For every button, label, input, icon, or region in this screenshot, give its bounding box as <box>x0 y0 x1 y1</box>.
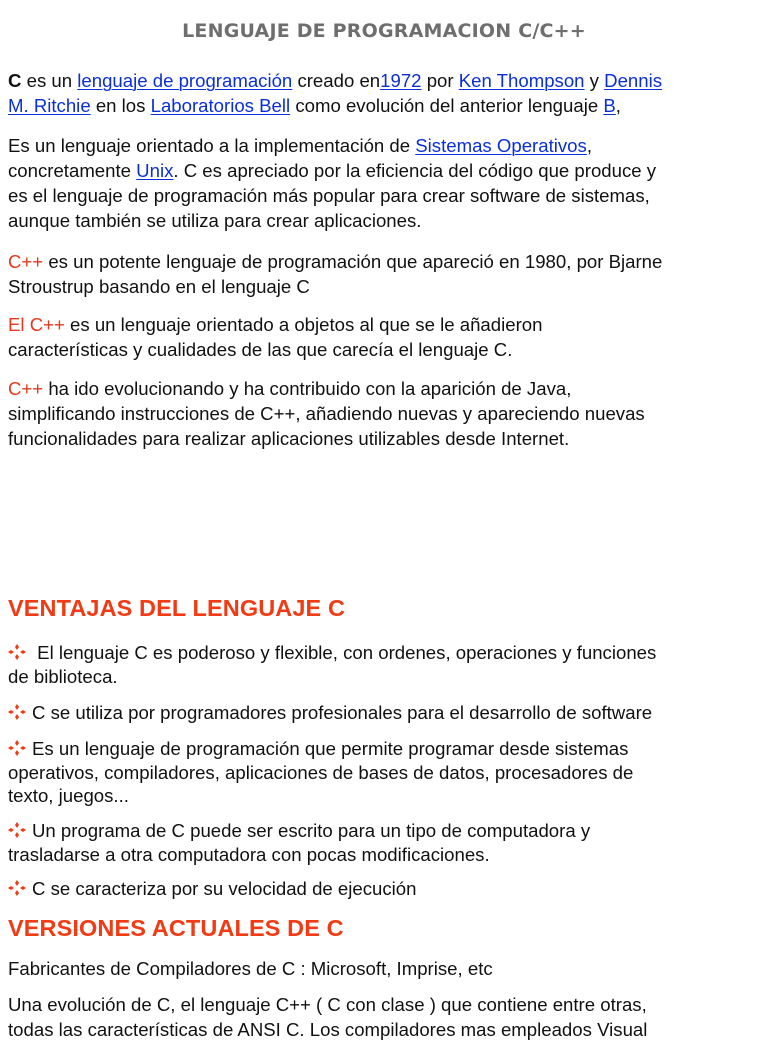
sistemas-text: concretamente <box>8 160 137 181</box>
versiones-paragraph-2 <box>8 992 764 1042</box>
intro-text: y <box>584 70 605 91</box>
intro-text: , <box>615 95 621 116</box>
ventajas-heading: VENTAJAS DEL LENGUAJE C <box>8 595 346 621</box>
cpp-evolution-line-1 <box>8 376 764 401</box>
versiones-line-2: todas las características de ANSI C. Los compiladores mas empleados Visual <box>8 1019 648 1040</box>
intro-text: por <box>421 70 459 91</box>
cpp-intro-text: es un potente lenguaje de programación que apareció en 1980, por Bjarne <box>43 251 663 272</box>
cpp-objects-paragraph <box>8 312 764 362</box>
intro-text: en los <box>90 95 151 116</box>
link-unix[interactable]: Unix <box>136 160 174 181</box>
bullet-text: Es un lenguaje de programación que permite programar desde sistemas <box>32 738 629 759</box>
bullet-line: texto, juegos... <box>8 785 129 806</box>
cpp-red-label: El C++ <box>8 314 65 335</box>
versiones-heading: VERSIONES ACTUALES DE C <box>8 915 344 941</box>
intro-paragraph <box>8 68 764 118</box>
bullet-text: Un programa de C puede ser escrito para un tipo de computadora y <box>32 820 591 841</box>
sistemas-text: , <box>586 135 592 156</box>
sistemas-line-2 <box>8 158 764 183</box>
sistemas-text: Es un lenguaje orientado a la implementación de <box>8 135 416 156</box>
c-letter: C <box>8 70 22 91</box>
bullet-line <box>8 737 764 761</box>
bullet-line: de biblioteca. <box>8 665 118 687</box>
cpp-objects-line-1 <box>8 312 764 337</box>
link-sistemas-operativos[interactable]: Sistemas Operativos <box>415 135 587 156</box>
cpp-evolution-text: ha ido evolucionando y ha contribuido con la aparición de Java, <box>43 378 572 399</box>
link-ken-thompson[interactable]: Ken Thompson <box>458 70 585 91</box>
intro-text: creado en <box>292 70 381 91</box>
sistemas-text: . C es apreciado por la eficiencia del código que produce y <box>173 160 657 181</box>
diamond-bullet-icon <box>8 644 26 660</box>
diamond-bullet-icon <box>8 880 26 896</box>
bullet-line <box>8 877 764 901</box>
bullet-line: trasladarse a otra computadora con pocas modificaciones. <box>8 843 490 865</box>
diamond-bullet-icon <box>8 822 26 838</box>
intro-text: es un <box>21 70 78 91</box>
intro-line-2 <box>8 93 764 118</box>
link-lenguaje-b[interactable]: B <box>603 95 616 116</box>
cpp-evolution-paragraph <box>8 376 764 451</box>
bullet-text: El lenguaje C es poderoso y flexible, con ordenes, operaciones y funciones <box>32 642 657 663</box>
bullet-line: operativos, compiladores, aplicaciones de bases de datos, procesadores de <box>8 761 634 783</box>
versiones-paragraph-1: Fabricantes de Compiladores de C : Microsoft, Imprise, etc <box>8 958 493 979</box>
link-laboratorios-bell[interactable]: Laboratorios Bell <box>150 95 291 116</box>
intro-line-1 <box>8 68 764 93</box>
link-lenguaje-de-programacion[interactable]: lenguaje de programación <box>77 70 293 91</box>
bullet-text: C se caracteriza por su velocidad de ejecución <box>32 878 417 899</box>
cpp-intro-line-1 <box>8 249 764 274</box>
link-1972[interactable]: 1972 <box>380 70 422 91</box>
cpp-red-label: C++ <box>8 378 44 399</box>
intro-text: como evolución del anterior lenguaje <box>290 95 604 116</box>
ventajas-bullet-2 <box>8 701 764 725</box>
bullet-line <box>8 701 764 725</box>
sistemas-line-4: aunque también se utiliza para crear aplicaciones. <box>8 210 422 231</box>
bullet-line <box>8 641 764 665</box>
sistemas-paragraph <box>8 133 764 233</box>
versiones-line-1: Una evolución de C, el lenguaje C++ ( C con clase ) que contiene entre otras, <box>8 994 647 1015</box>
ventajas-bullet-5 <box>8 877 764 901</box>
bullet-text: C se utiliza por programadores profesionales para el desarrollo de software <box>32 702 653 723</box>
ventajas-bullet-3 <box>8 737 764 808</box>
cpp-intro-paragraph <box>8 249 764 299</box>
ventajas-bullet-4 <box>8 819 764 866</box>
sistemas-line-3: es el lenguaje de programación más popular para crear software de sistemas, <box>8 185 650 206</box>
cpp-evolution-line-3: funcionalidades para realizar aplicaciones utilizables desde Internet. <box>8 428 570 449</box>
sistemas-line-1 <box>8 133 764 158</box>
link-dennis-ritchie[interactable]: M. Ritchie <box>8 95 91 116</box>
cpp-evolution-line-2: simplificando instrucciones de C++, añadiendo nuevas y apareciendo nuevas <box>8 403 645 424</box>
cpp-intro-line-2: Stroustrup basando en el lenguaje C <box>8 276 310 297</box>
diamond-bullet-icon <box>8 740 26 756</box>
link-dennis-ritchie[interactable]: Dennis <box>604 70 663 91</box>
cpp-red-label: C++ <box>8 251 44 272</box>
diamond-bullet-icon <box>8 704 26 720</box>
cpp-objects-text: es un lenguaje orientado a objetos al que se le añadieron <box>64 314 543 335</box>
cpp-objects-line-2: características y cualidades de las que carecía el lenguaje C. <box>8 339 513 360</box>
bullet-line <box>8 819 764 843</box>
ventajas-bullet-1 <box>8 641 764 688</box>
document-title: LENGUAJE DE PROGRAMACION C/C++ <box>182 20 586 42</box>
